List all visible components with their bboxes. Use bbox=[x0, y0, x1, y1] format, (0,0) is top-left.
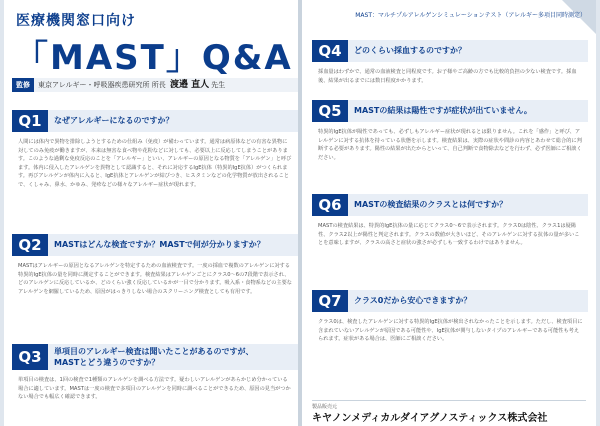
question-number: Q4 bbox=[312, 40, 348, 62]
question-heading-q6 bbox=[312, 194, 588, 216]
question-heading-q7 bbox=[312, 290, 588, 312]
answer-body-q2: MASTはアレルギーの原因となるアレルゲンを特定するための血液検査です。一度の採血で複数のアレルゲンに対する特異的IgE抗体の量を同時に測定することができます。検査結果はアレルゲンごとにクラス0〜6の7段階で表示され、どのアレルゲンに反応しているか、どのくらい強く反応しているかが一目で分かります。吸入系・食物系などの主要なアレルゲンを網羅しているため、原因がはっきりしない場合のスクリーニング検査としても有用です。 bbox=[18, 263, 292, 295]
question-text-line: 単項目のアレルギー検査は聞いたことがあるのですが、 bbox=[54, 347, 254, 356]
right-page bbox=[302, 0, 596, 426]
question-number: Q6 bbox=[312, 194, 348, 216]
question-text: なぜアレルギーになるのですか？ bbox=[54, 116, 174, 125]
answer-body-q5: 特異的IgE抗体が陽性であっても、必ずしもアレルギー症状が現れるとは限りません。これを「感作」と呼び、アレルゲンに対する抗体を持っている状態を示します。検査結果は、実際の症状や問診の内容とあわせて総合的に判断する必要があります。陽性の結果が出たからといって、自己判断で食物除去などを行わず、必ず医師にご相談ください。 bbox=[318, 129, 582, 161]
question-number: Q3 bbox=[12, 344, 48, 370]
question-text-line: MASTとどう違うのですか？ bbox=[54, 358, 160, 367]
footer bbox=[312, 400, 586, 423]
supervisor-name: 渡邉 直人 bbox=[170, 80, 210, 90]
question-heading-q4 bbox=[312, 40, 588, 62]
supervisor-line bbox=[12, 78, 298, 92]
supervisor-badge: 監修 bbox=[12, 78, 34, 92]
company-name: キヤノンメディカルダイアグノスティックス株式会社 bbox=[312, 413, 548, 424]
left-page bbox=[4, 0, 298, 426]
question-heading-q5 bbox=[312, 100, 588, 122]
question-number: Q2 bbox=[12, 234, 48, 256]
question-text bbox=[54, 346, 253, 368]
supervisor-affiliation: 東京アレルギー・呼吸器疾患研究所 所長 bbox=[38, 81, 166, 89]
answer-body-q7: クラス0は、検査したアレルゲンに対する特異的IgE抗体が検出されなかったことを示します。ただし、検査項目に含まれていないアレルゲンが原因である可能性や、IgE抗体が関与しないタイプのアレルギーである可能性も考えられます。症状がある場合は、医師にご相談ください。 bbox=[318, 319, 583, 343]
question-text: MASTの検査結果のクラスとは何ですか？ bbox=[354, 200, 508, 209]
answer-body-q3: 単項目の検査は、1回の検査で1種類のアレルゲンを調べる方法です。疑わしいアレルゲンがあらかじめ分かっている場合に適しています。MASTは一度の検査で多項目のアレルゲンを同時に調べることができるため、原因の見当がつかない場合でも幅広く確認できます。 bbox=[18, 377, 291, 401]
question-heading-q3 bbox=[12, 344, 298, 370]
question-text: MASTの結果は陽性ですが症状が出ていません。 bbox=[354, 106, 532, 115]
question-number: Q7 bbox=[312, 290, 348, 312]
answer-body-q6: MASTの検査結果は、特異的IgE抗体の量に応じてクラス0〜6で表示されます。クラス0は陰性、クラス1は疑陽性、クラス2以上が陽性と判定されます。クラスの数値が大きいほど、そのアレルゲンに対する抗体の量が多いことを意味しますが、クラスの高さと症状の強さが必ずしも一致するわけではありません。 bbox=[318, 223, 580, 247]
question-text: MASTはどんな検査ですか？MASTで何が分かりますか？ bbox=[54, 240, 265, 249]
supervisor-suffix: 先生 bbox=[211, 81, 226, 89]
document-subtitle: 医療機関窓口向け bbox=[16, 13, 136, 29]
question-number: Q1 bbox=[12, 110, 48, 132]
answer-body-q4: 採血量はわずかで、通常の血液検査と同程度です。お子様やご高齢の方でも比較的負担の少ない検査です。採血後、結果が出るまでには数日程度かかります。 bbox=[318, 69, 577, 84]
question-number: Q5 bbox=[312, 100, 348, 122]
answer-body-q1: 人間には体内で異物を排除しようとするための仕組み（免疫）が備わっています。通常は病原体などの有害な異物に対してのみ免疫が働きますが、本来は無害な食べ物や花粉などに対しても、必要以上に反応してしまうことがあります。このような過剰な免疫反応のことを「アレルギー」といい、アレルギーの原因となる物質を「アレルゲン」と呼びます。体内に侵入したアレルゲンを異物として認識すると、それに対応するIgE抗体（特異的IgE抗体）がつくられます。再びアレルゲンが体内に入ると、IgE抗体とアレルゲンが結びつき、ヒスタミンなどの化学物質が放出されることで、くしゃみ、鼻水、かゆみ、発疹などの様々なアレルギー症状が現れます。 bbox=[18, 139, 292, 188]
running-header: MAST：マルチプルアレルゲンシミュレーションテスト（アレルギー多項目同時測定） bbox=[355, 12, 586, 19]
question-heading-q1 bbox=[12, 110, 298, 132]
question-heading-q2 bbox=[12, 234, 298, 256]
question-text: クラス0だから安心できますか？ bbox=[354, 296, 472, 305]
footer-label: 製品販売元 bbox=[312, 404, 338, 410]
question-text: どのくらい採血するのですか？ bbox=[354, 46, 466, 55]
document-title: 「MAST」Q&A bbox=[14, 38, 293, 78]
